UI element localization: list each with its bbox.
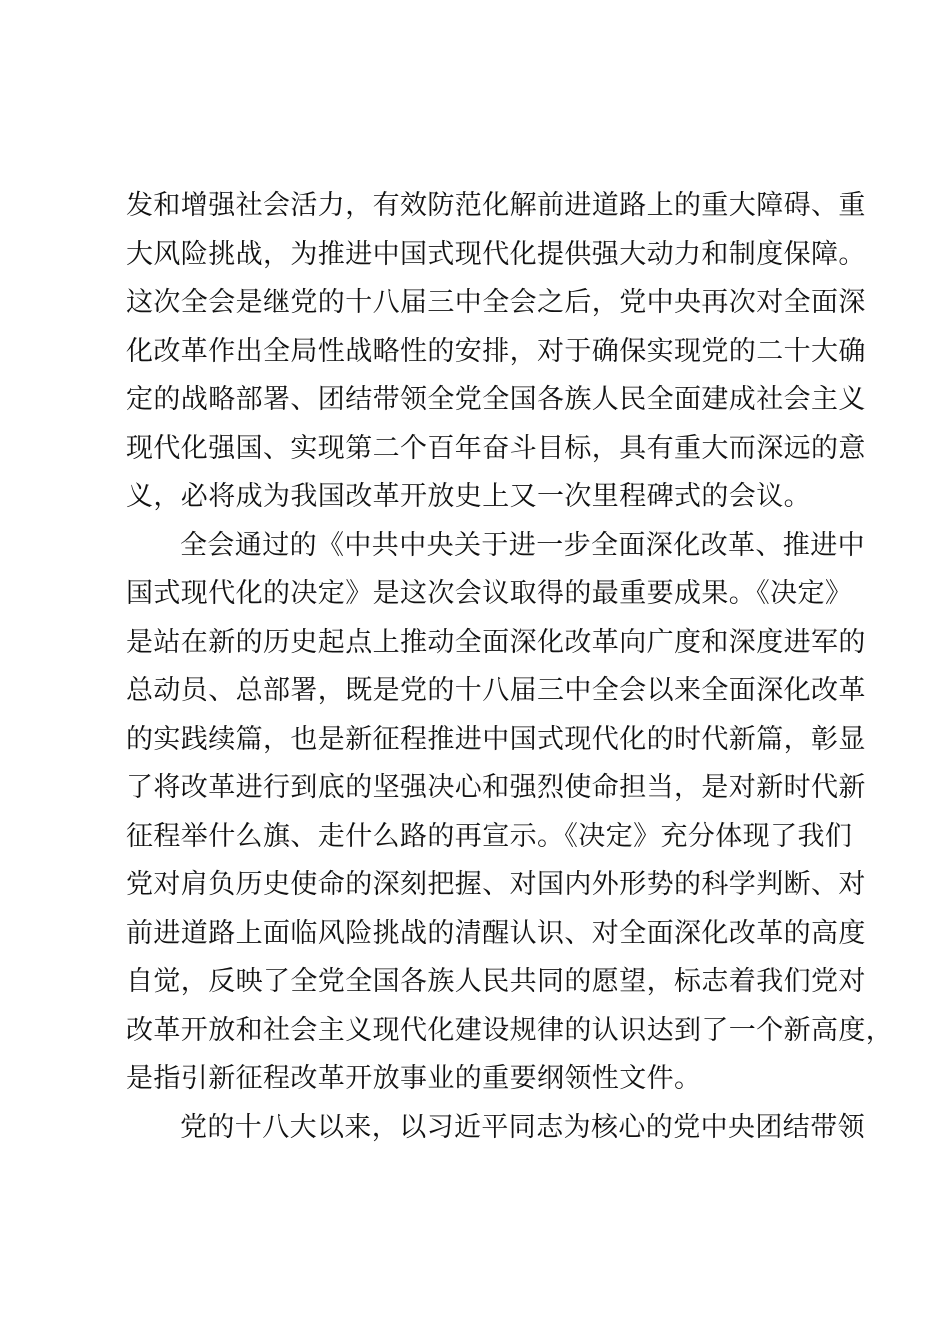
text-line: 总动员、总部署，既是党的十八届三中全会以来全面深化改革 bbox=[126, 675, 866, 706]
text-line: 现代化强国、实现第二个百年奋斗目标，具有重大而深远的意 bbox=[126, 432, 866, 464]
text-line: 化改革作出全局性战略性的安排，对于确保实现党的二十大确 bbox=[126, 335, 866, 367]
text-line: 自觉，反映了全党全国各族人民共同的愿望，标志着我们党对 bbox=[126, 966, 866, 997]
text-line: 是指引新征程改革开放事业的重要纲领性文件。 bbox=[126, 1063, 702, 1094]
text-line: 是站在新的历史起点上推动全面深化改革向广度和深度进军的 bbox=[126, 626, 866, 658]
text-line: 发和增强社会活力，有效防范化解前进道路上的重大障碍、重 bbox=[126, 190, 866, 221]
text-line-paragraph-start: 全会通过的《中共中央关于进一步全面深化改革、推进中 bbox=[180, 529, 865, 561]
text-line: 这次全会是继党的十八届三中全会之后，党中央再次对全面深 bbox=[126, 287, 866, 318]
text-line: 了将改革进行到底的坚强决心和强烈使命担当，是对新时代新 bbox=[126, 772, 866, 803]
text-line: 国式现代化的决定》是这次会议取得的最重要成果。《决定》 bbox=[126, 578, 853, 609]
text-line: 前进道路上面临风险挑战的清醒认识、对全面深化改革的高度 bbox=[126, 917, 866, 949]
text-line: 定的战略部署、团结带领全党全国各族人民全面建成社会主义 bbox=[126, 384, 866, 415]
text-line: 征程举什么旗、走什么路的再宣示。《决定》充分体现了我们 bbox=[126, 820, 853, 852]
text-line-paragraph-start: 党的十八大以来，以习近平同志为核心的党中央团结带领 bbox=[180, 1111, 865, 1143]
text-line: 的实践续篇，也是新征程推进中国式现代化的时代新篇，彰显 bbox=[126, 723, 866, 755]
text-line: 大风险挑战，为推进中国式现代化提供强大动力和制度保障。 bbox=[126, 238, 866, 270]
text-line: 义，必将成为我国改革开放史上又一次里程碑式的会议。 bbox=[126, 481, 811, 512]
document-body bbox=[126, 182, 894, 1152]
text-line: 改革开放和社会主义现代化建设规律的认识达到了一个新高度， bbox=[126, 1014, 894, 1046]
text-line: 党对肩负历史使命的深刻把握、对国内外形势的科学判断、对 bbox=[126, 869, 866, 900]
